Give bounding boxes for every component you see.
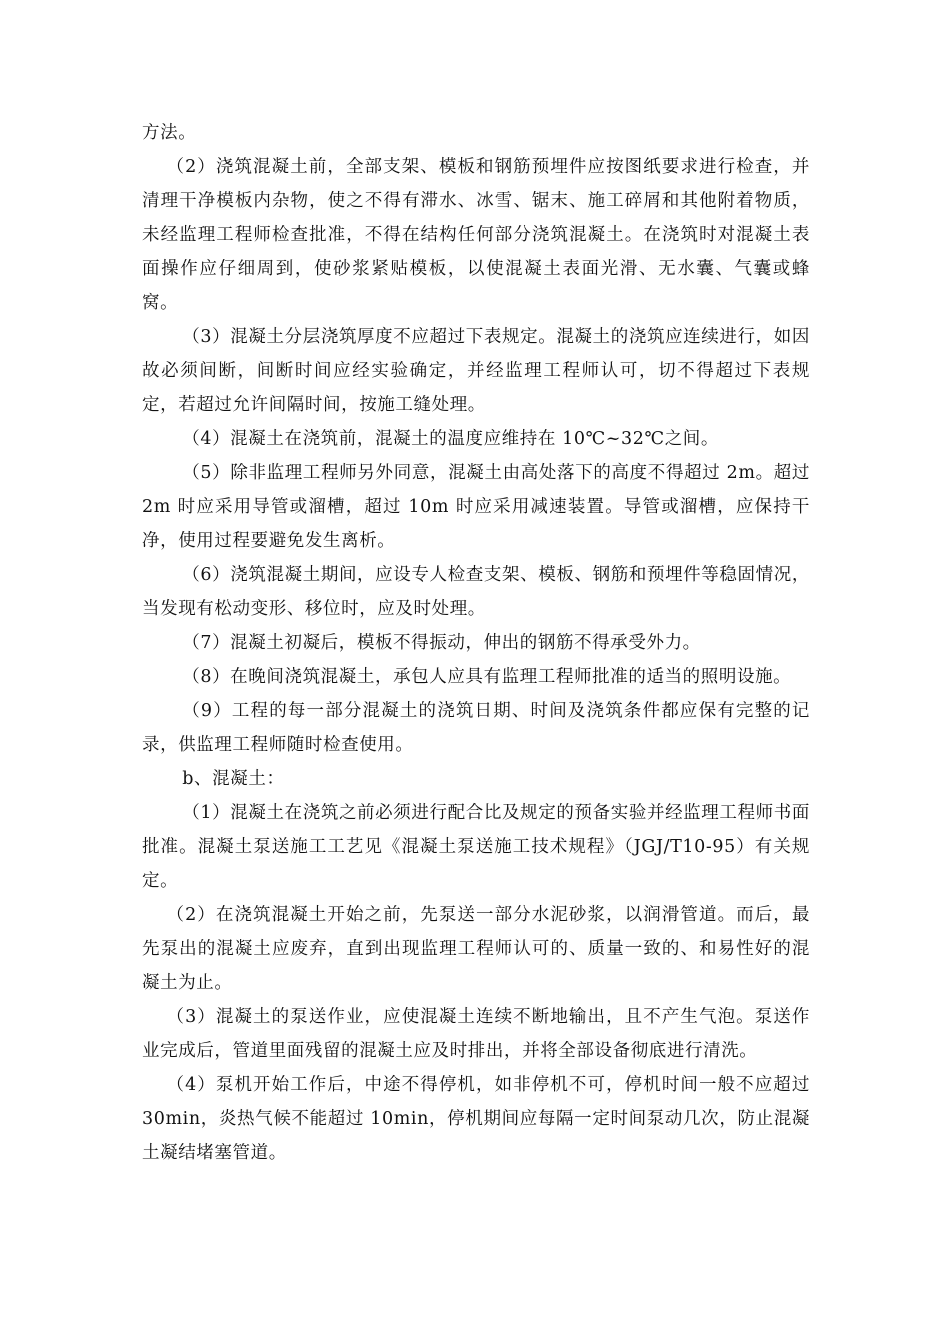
document-body <box>142 116 810 1170</box>
paragraph-b-item-2: （2）在浇筑混凝土开始之前，先泵送一部分水泥砂浆，以润滑管道。而后，最先泵出的混凝土应废弃，直到出现监理工程师认可的、质量一致的、和易性好的混凝土为止。 <box>142 905 810 993</box>
paragraph-continuation: 方法。 <box>142 123 197 143</box>
paragraph-item-9: （9）工程的每一部分混凝土的浇筑日期、时间及浇筑条件都应保有完整的记录，供监理工程师随时检查使用。 <box>142 701 810 755</box>
section-heading-b: b、混凝土： <box>182 769 285 789</box>
paragraph-item-8: （8）在晚间浇筑混凝土，承包人应具有监理工程师批准的适当的照明设施。 <box>182 667 792 687</box>
paragraph-item-5: （5）除非监理工程师另外同意，混凝土由高处落下的高度不得超过 2m。超过 2m 时应采用导管或溜槽，超过 10m 时应采用减速装置。导管或溜槽，应保持干净，使用过程要避免发生离析。 <box>142 463 810 551</box>
paragraph-item-2: （2）浇筑混凝土前，全部支架、模板和钢筋预埋件应按图纸要求进行检查，并清理干净模板内杂物，使之不得有滞水、冰雪、锯末、施工碎屑和其他附着物质，未经监理工程师检查批准，不得在结构任何部分浇筑混凝土。在浇筑时对混凝土表面操作应仔细周到，使砂浆紧贴模板，以使混凝土表面光滑、无水囊、气囊或蜂窝。 <box>142 157 810 313</box>
paragraph-item-7: （7）混凝土初凝后，模板不得振动，伸出的钢筋不得承受外力。 <box>182 633 701 653</box>
paragraph-b-item-3: （3）混凝土的泵送作业，应使混凝土连续不断地输出，且不产生气泡。泵送作业完成后，管道里面残留的混凝土应及时排出，并将全部设备彻底进行清洗。 <box>142 1007 810 1061</box>
paragraph-item-6: （6）浇筑混凝土期间，应设专人检查支架、模板、钢筋和预埋件等稳固情况，当发现有松动变形、移位时，应及时处理。 <box>142 565 810 619</box>
paragraph-item-4: （4）混凝土在浇筑前，混凝土的温度应维持在 10℃~32℃之间。 <box>182 429 719 449</box>
paragraph-b-item-1: （1）混凝土在浇筑之前必须进行配合比及规定的预备实验并经监理工程师书面批准。混凝土泵送施工工艺见《混凝土泵送施工技术规程》（JGJ/T10-95）有关规定。 <box>142 803 810 891</box>
paragraph-item-3: （3）混凝土分层浇筑厚度不应超过下表规定。混凝土的浇筑应连续进行，如因故必须间断，间断时间应经实验确定，并经监理工程师认可，切不得超过下表规定，若超过允许间隔时间，按施工缝处理。 <box>142 327 810 415</box>
paragraph-b-item-4: （4）泵机开始工作后，中途不得停机，如非停机不可，停机时间一般不应超过 30min，炎热气候不能超过 10min，停机期间应每隔一定时间泵动几次，防止混凝土凝结堵塞管道。 <box>142 1075 810 1163</box>
